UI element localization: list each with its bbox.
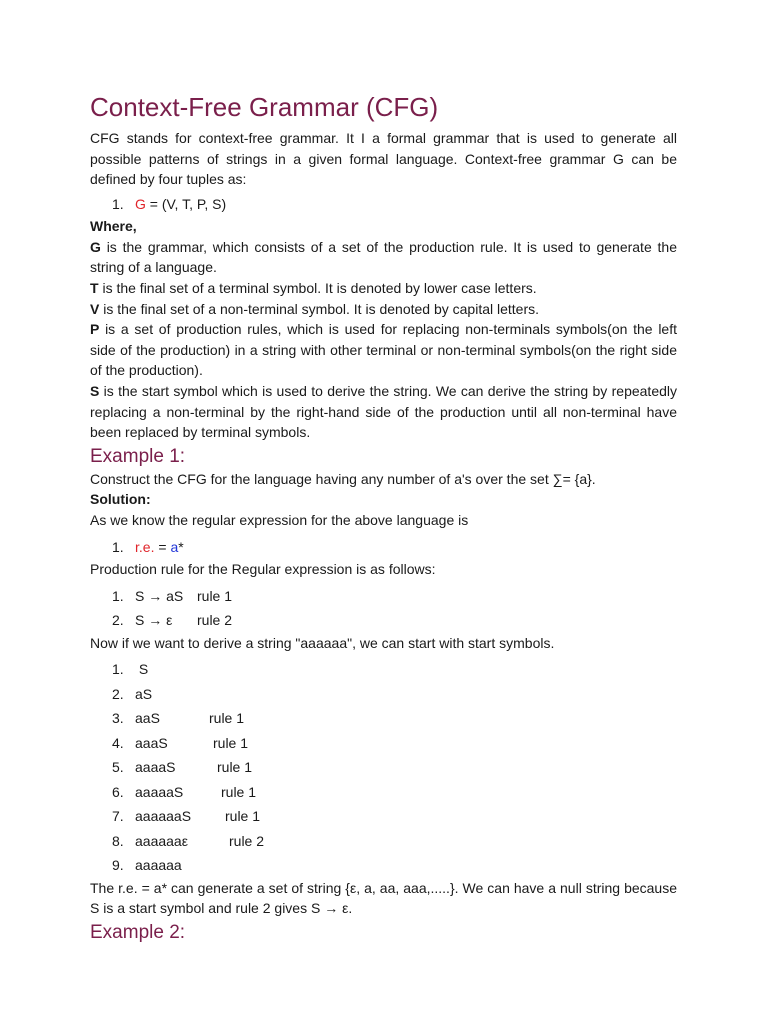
definitions [90,237,677,443]
expression: S → aS [135,587,184,604]
definition-text: is the final set of a terminal symbol. It is denoted by lower case letters. [98,280,537,297]
list-item [90,829,677,854]
rule-label: rule 1 [197,587,233,604]
list-number: 2. [112,612,124,629]
list-number: 1. [112,661,124,678]
expression: S → ε [135,612,173,629]
conclusion-paragraph: The r.e. = a* can generate a set of string {ε, a, aa, aaa,.....}. We can have a null string because S is a start symbol and rule 2 gives S → ε. [90,879,677,917]
definition-v [90,299,677,320]
list-item [90,731,677,756]
definition-text: is the final set of a non-terminal symbol. It is denoted by capital letters. [99,300,540,317]
list-item [90,608,677,633]
tuple-list [90,192,677,217]
re-star: * [178,538,184,555]
where-label: Where, [90,218,137,235]
list-item [90,192,677,217]
list-item [90,755,677,780]
definition-term: T [90,280,99,297]
expression: aaS [135,710,160,727]
expression: aaaaaa [135,857,182,874]
grammar-symbol: G [135,195,146,212]
example-1-question: Construct the CFG for the language having any number of a's over the set ∑= {a}. [90,470,596,487]
list-item [90,657,677,682]
tuple-text: = (V, T, P, S) [145,195,227,212]
list-number: 2. [112,685,124,702]
production-intro: Production rule for the Regular expression is as follows: [90,561,436,578]
rule-label: rule 1 [225,808,261,825]
definition-term: G [90,238,101,255]
page-title: Context-Free Grammar (CFG) [90,92,439,122]
expression: aaaS [135,734,168,751]
list-number: 7. [112,808,124,825]
rule-label: rule 1 [217,759,253,776]
definition-t [90,278,677,299]
definition-term: V [90,300,100,317]
derivation-steps-list [90,657,677,878]
list-number: 1. [112,538,124,555]
expression: aaaaS [135,759,176,776]
definition-text: is the grammar, which consists of a set of the production rule. It is used to generate the string of a language. [90,238,677,276]
re-symbol: a [170,538,179,555]
list-item [90,535,677,560]
production-rules-list [90,584,677,633]
definition-term: S [90,383,100,400]
rule-label: rule 1 [213,734,249,751]
expression: aS [135,685,153,702]
definition-text: is a set of production rules, which is used for replacing non-terminals symbols(on the left side of the production) in a string with other terminal or non-terminal symbols(on the right side of the production). [90,321,677,379]
regex-list [90,535,677,560]
list-item [90,780,677,805]
list-item [90,853,677,878]
list-item [90,804,677,829]
regex-intro: As we know the regular expression for the above language is [90,512,469,528]
intro-paragraph: CFG stands for context-free grammar. It I a formal grammar that is used to generate all possible patterns of strings in a given formal language. Context-free grammar G can be defined by four tuples as: [90,130,677,188]
expression: aaaaaS [135,783,184,800]
list-number: 1. [112,587,124,604]
expression: S [135,661,149,678]
re-equals: = [154,538,171,555]
example-2-heading: Example 2: [90,921,186,943]
list-item [90,706,677,731]
list-item [90,682,677,707]
rule-label: rule 2 [197,612,233,629]
definition-s [90,381,677,443]
re-label: r.e. [135,538,155,555]
example-1-heading: Example 1: [90,445,186,467]
rule-label: rule 1 [209,710,245,727]
document-page [90,90,677,945]
expression: aaaaaaS [135,808,192,825]
definition-p [90,319,677,381]
list-number: 6. [112,783,124,800]
derive-intro: Now if we want to derive a string "aaaaaa", we can start with start symbols. [90,634,555,651]
definition-text: is the start symbol which is used to derive the string. We can derive the string by repeatedly replacing a non-terminal by the right-hand side of the production until all non-terminal have been replaced by terminal symbols. [90,383,677,441]
list-number: 9. [112,857,124,874]
rule-label: rule 1 [221,783,257,800]
list-number: 5. [112,759,124,776]
solution-label: Solution: [90,491,151,508]
list-number: 1. [112,195,124,212]
definition-term: P [90,321,100,338]
rule-label: rule 2 [229,832,265,849]
list-item [90,584,677,609]
definition-g [90,237,677,278]
list-number: 4. [112,734,124,751]
list-number: 3. [112,710,124,727]
expression: aaaaaaε [135,832,188,849]
list-number: 8. [112,832,124,849]
